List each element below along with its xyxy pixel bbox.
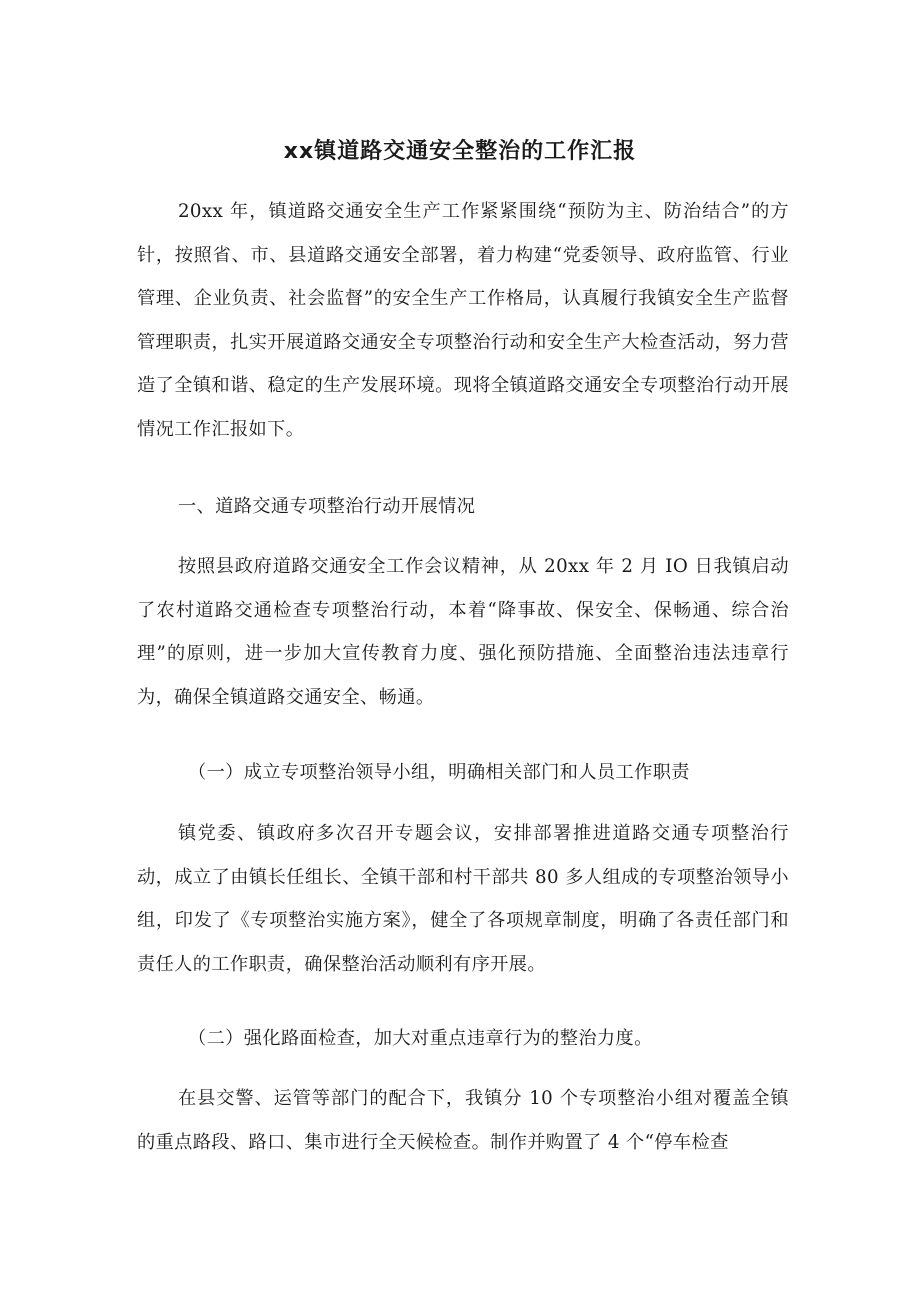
subsection-heading-1: （一）成立专项整治领导小组，明确相关部门和人员工作职责 bbox=[188, 762, 690, 783]
subsection-1-paragraph: 镇党委、镇政府多次召开专题会议，安排部署推进道路交通专项整治行动，成立了由镇长任组长、全镇干部和村干部共 80 多人组成的专项整治领导小组，印发了《专项整治实施方案》，健全了各项规章制度，明确了各责任部门和责任人的工作职责，确保整治活动顺利有序开展。 bbox=[137, 823, 789, 975]
document-title: xx镇道路交通安全整治的工作汇报 bbox=[283, 139, 637, 164]
intro-paragraph: 20xx 年，镇道路交通安全生产工作紧紧围绕“预防为主、防治结合”的方针，按照省、市、县道路交通安全部署，着力构建“党委领导、政府监管、行业管理、企业负责、社会监督”的安全生产工作格局，认真履行我镇安全生产监督管理职责，扎实开展道路交通安全专项整治行动和安全生产大检查活动，努力营造了全镇和谐、稳定的生产发展环境。现将全镇道路交通安全专项整治行动开展情况工作汇报如下。 bbox=[137, 201, 789, 440]
section-1-paragraph: 按照县政府道路交通安全工作会议精神，从 20xx 年 2 月 IO 日我镇启动了农村道路交通检查专项整治行动，本着“降事故、保安全、保畅通、综合治理”的原则，进一步加大宣传教育力度、强化预防措施、全面整治违法违章行为，确保全镇道路交通安全、畅通。 bbox=[137, 556, 789, 708]
subsection-2-paragraph: 在县交警、运管等部门的配合下，我镇分 10 个专项整治小组对覆盖全镇的重点路段、路口、集市进行全天候检查。制作并购置了 4 个“停车检查 bbox=[137, 1088, 789, 1153]
section-heading-1: 一、道路交通专项整治行动开展情况 bbox=[177, 496, 476, 517]
subsection-heading-2: （二）强化路面检查，加大对重点违章行为的整治力度。 bbox=[188, 1028, 653, 1049]
